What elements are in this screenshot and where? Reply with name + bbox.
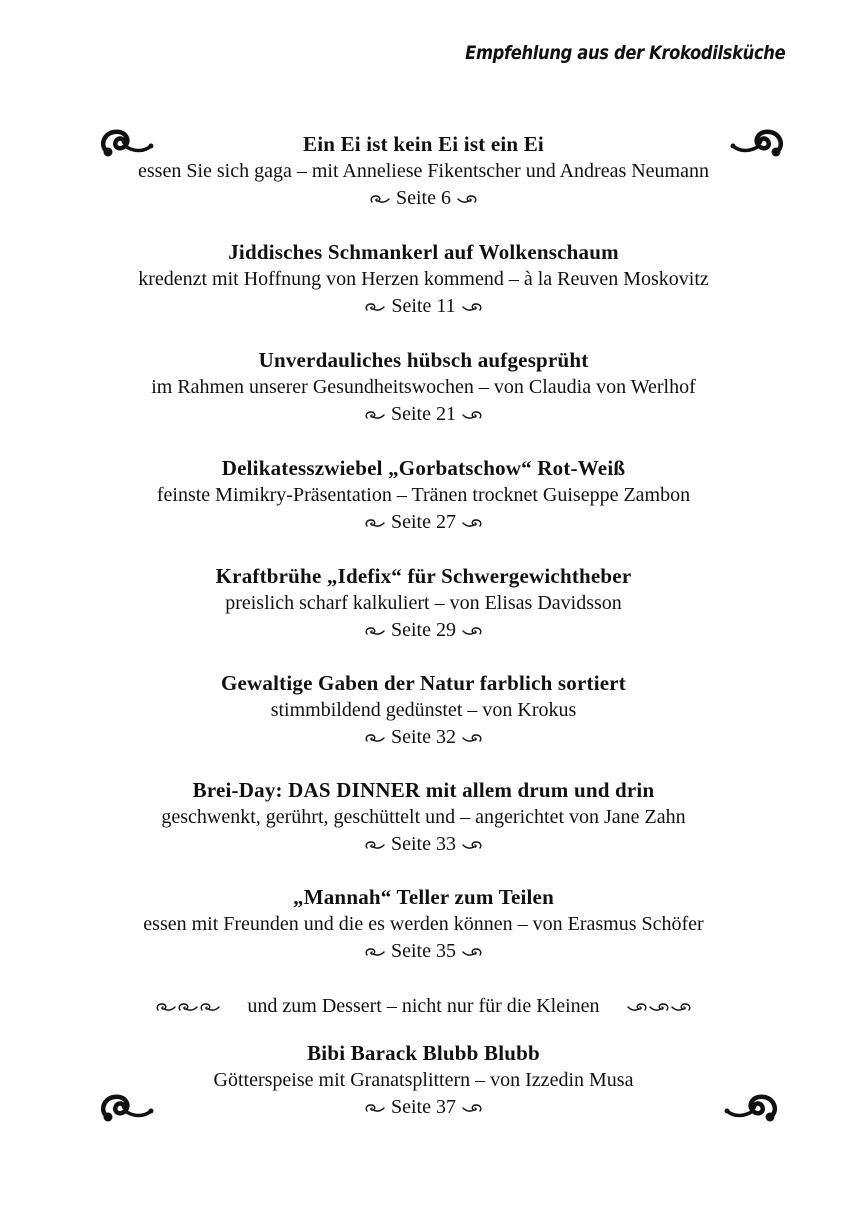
page-reference: [0, 938, 847, 965]
entry-title: Gewaltige Gaben der Natur farblich sortiert: [220, 671, 626, 695]
menu-entry: [0, 131, 847, 212]
mini-swirl-icon: [462, 626, 482, 636]
page-number: Seite 27: [391, 511, 456, 533]
mini-swirl-icon: [199, 1002, 221, 1012]
mini-swirl-icon: [462, 302, 482, 312]
menu-entry: [0, 884, 847, 965]
entry-title: Ein Ei ist kein Ei ist ein Ei: [303, 132, 544, 156]
menu-entry: [0, 347, 847, 428]
mini-swirl-icon: [462, 840, 482, 850]
page-reference: [0, 617, 847, 644]
entry-subtitle: geschwenkt, gerührt, geschüttelt und – angerichtet von Jane Zahn: [161, 806, 686, 828]
entry-subtitle: feinste Mimikry-Präsentation – Tränen trocknet Guiseppe Zambon: [156, 484, 691, 506]
entry-subtitle: kredenzt mit Hoffnung von Herzen kommend – à la Reuven Moskovitz: [138, 268, 709, 290]
mini-swirl-icon: [365, 518, 385, 528]
page-reference: [0, 401, 847, 428]
menu-entry: [0, 670, 847, 751]
mini-swirl-icon: [670, 1002, 692, 1012]
mini-swirl-icon: [370, 194, 390, 204]
mini-swirl-icon: [462, 410, 482, 420]
dessert-divider: [0, 993, 847, 1020]
mini-swirl-icon: [177, 1002, 199, 1012]
page-number: Seite 33: [391, 833, 456, 855]
dessert-entry: [0, 1040, 847, 1121]
entry-subtitle: stimmbildend gedünstet – von Krokus: [270, 699, 577, 721]
page-reference: [0, 509, 847, 536]
entry-subtitle: essen mit Freunden und die es werden können – von Erasmus Schöfer: [143, 913, 704, 935]
mini-swirl-icon: [462, 947, 482, 957]
entry-subtitle: preislich scharf kalkuliert – von Elisas Davidsson: [225, 592, 622, 614]
page-number: Seite 37: [391, 1096, 456, 1118]
mini-swirl-icon: [365, 1103, 385, 1113]
page-number: Seite 29: [391, 619, 456, 641]
menu-entry: [0, 777, 847, 858]
mini-swirl-icon: [365, 626, 385, 636]
page-number: Seite 6: [396, 187, 451, 209]
mini-swirl-icon: [155, 1002, 177, 1012]
page-reference: [0, 724, 847, 751]
mini-swirl-icon: [462, 733, 482, 743]
entry-subtitle: essen Sie sich gaga – mit Anneliese Fikentscher und Andreas Neumann: [138, 160, 709, 182]
mini-swirl-icon: [462, 518, 482, 528]
mini-swirl-icon: [365, 733, 385, 743]
page-header: Empfehlung aus der Krokodilsküche: [464, 42, 785, 64]
dessert-heading: und zum Dessert – nicht nur für die Kleinen: [247, 995, 600, 1017]
mini-swirl-icon: [365, 410, 385, 420]
entry-title: Delikatesszwiebel „Gorbatschow“ Rot-Weiß: [221, 456, 626, 480]
page-reference: [0, 185, 847, 212]
entry-title: Brei-Day: DAS DINNER mit allem drum und drin: [192, 778, 655, 802]
entry-title: Unverdauliches hübsch aufgesprüht: [258, 348, 589, 372]
mini-swirl-icon: [626, 1002, 648, 1012]
mini-swirl-icon: [648, 1002, 670, 1012]
menu-entry: [0, 563, 847, 644]
swirl-group-left: [155, 1002, 221, 1012]
entry-subtitle: im Rahmen unserer Gesundheitswochen – von Claudia von Werlhof: [151, 376, 696, 398]
mini-swirl-icon: [365, 302, 385, 312]
entry-title: „Mannah“ Teller zum Teilen: [293, 885, 554, 909]
menu-entry: [0, 239, 847, 320]
menu-entry: [0, 455, 847, 536]
mini-swirl-icon: [365, 947, 385, 957]
mini-swirl-icon: [457, 194, 477, 204]
entry-title: Bibi Barack Blubb Blubb: [307, 1041, 540, 1065]
entry-subtitle: Götterspeise mit Granatsplittern – von Izzedin Musa: [213, 1069, 634, 1091]
page-number: Seite 35: [391, 940, 456, 962]
entry-title: Jiddisches Schmankerl auf Wolkenschaum: [228, 240, 619, 264]
page-number: Seite 21: [391, 403, 456, 425]
page-reference: [0, 831, 847, 858]
page-reference: [0, 1094, 847, 1121]
swirl-group-right: [626, 1002, 692, 1012]
page-reference: [0, 293, 847, 320]
mini-swirl-icon: [365, 840, 385, 850]
mini-swirl-icon: [462, 1103, 482, 1113]
page-number: Seite 11: [391, 295, 456, 317]
entry-title: Kraftbrühe „Idefix“ für Schwergewichtheber: [215, 564, 632, 588]
page-number: Seite 32: [391, 726, 456, 748]
